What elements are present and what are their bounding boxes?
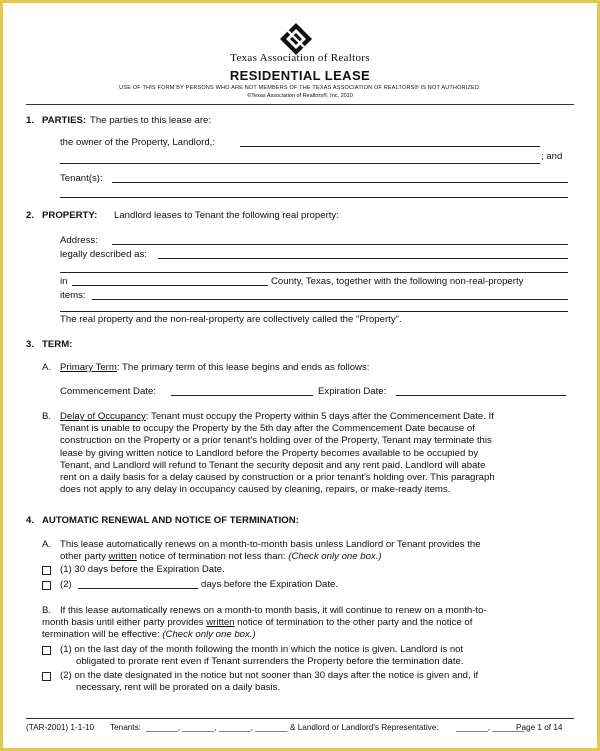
commencement-label: Commencement Date: xyxy=(60,386,156,397)
renewal-a-line2 xyxy=(60,551,382,563)
tenants-initials-label: Tenants: xyxy=(110,723,141,732)
landlord-field[interactable] xyxy=(240,146,540,147)
commencement-date-field[interactable] xyxy=(171,395,313,396)
expiration-date-field[interactable] xyxy=(396,395,566,396)
renewal-a-text: other party xyxy=(60,551,109,562)
delay-line: construction on the Property or a prior tenant's holding over of the Property, Tenant may terminate this xyxy=(60,435,492,447)
renewal-item-a-label: A. xyxy=(42,539,52,550)
address-field[interactable] xyxy=(112,244,568,245)
legal-description-field-line2[interactable] xyxy=(60,272,568,273)
delay-line: does not apply to any delay in occupancy caused by cleaning, repairs, or make-ready items. xyxy=(60,484,451,496)
page-number: Page 1 of 14 xyxy=(516,723,563,732)
delay-line: Tenant, and Landlord will refund to Tenant the security deposit and any rent paid. Landlord will abate xyxy=(60,459,486,471)
option-30-days-label: (1) 30 days before the Expiration Date. xyxy=(60,564,225,575)
items-field-line2[interactable] xyxy=(60,311,568,312)
renewal-b-text: notice of termination to the other party and the notice of xyxy=(234,617,473,628)
in-label: in xyxy=(60,276,68,287)
renewal-b-check-hint: (Check only one box.) xyxy=(162,629,256,640)
county-field[interactable] xyxy=(72,285,268,286)
parties-intro: The parties to this lease are: xyxy=(90,115,212,126)
option-30-days-checkbox[interactable] xyxy=(42,566,51,575)
delay-of-occupancy-paragraph xyxy=(60,411,568,496)
renewal-a-line1: This lease automatically renews on a month-to-month basis unless Landlord or Tenant provides the xyxy=(60,539,481,550)
delay-line: Tenant is unable to occupy the Property by the 5th day after the Commencement Date because of xyxy=(60,423,475,435)
section-number: 2. xyxy=(26,210,35,221)
renewal-b-line3 xyxy=(42,629,256,641)
renewal-b-line2 xyxy=(42,617,472,629)
custom-days-field[interactable] xyxy=(78,588,198,589)
organization-name: Texas Association of Realtors xyxy=(230,52,370,64)
term-item-b-label: B. xyxy=(42,411,52,422)
legal-description-label: legally described as: xyxy=(60,249,147,260)
renewal-b-written: written xyxy=(206,617,235,628)
property-collective-text: The real property and the non-real-property are collectively called the "Property". xyxy=(60,314,402,325)
tenants-initials-blanks[interactable]: _______, _______, _______, _______ xyxy=(146,723,288,732)
footer-divider xyxy=(26,718,574,719)
landlord-initials-blanks[interactable]: _______, _______ xyxy=(456,723,525,732)
option-custom-days-label: days before the Expiration Date. xyxy=(201,579,339,590)
expiration-label: Expiration Date: xyxy=(318,386,387,397)
primary-term-title: Primary Term xyxy=(60,362,117,373)
legal-description-field[interactable] xyxy=(158,258,568,259)
section-number: 3. xyxy=(26,339,35,350)
section-number: 4. xyxy=(26,515,35,526)
delay-line: rent on a daily basis for a delay caused by construction or a prior tenant's holding over. This paragraph xyxy=(60,472,495,484)
tenant-label: Tenant(s): xyxy=(60,173,103,184)
primary-term-text xyxy=(60,362,369,374)
section-heading-term: TERM: xyxy=(42,339,73,350)
delay-line: : Tenant must occupy the Property within 5 days after the Commencement Date. If xyxy=(145,411,494,422)
primary-term-description: : The primary term of this lease begins and ends as follows: xyxy=(116,362,370,373)
property-intro: Landlord leases to Tenant the following real property: xyxy=(114,210,339,221)
copyright-notice: ©Texas Association of Realtors®, Inc. 2010 xyxy=(247,93,353,99)
option-custom-days-number: (2) xyxy=(60,579,72,590)
term-item-a-label: A. xyxy=(42,362,52,373)
option-designated-date-line1: (2) on the date designated in the notice but not sooner than 30 days after the notice is given and, if xyxy=(60,670,479,681)
address-label: Address: xyxy=(60,235,98,246)
renewal-b-text: month basis until either party provides xyxy=(42,617,207,628)
tenant-field[interactable] xyxy=(112,182,568,183)
renewal-a-check-hint: (Check only one box.) xyxy=(288,551,382,562)
option-end-of-month-line2: obligated to prorate rent even if Tenant surrenders the Property before the termination date. xyxy=(76,656,464,667)
landlord-field-line2[interactable] xyxy=(60,163,540,164)
header-divider xyxy=(26,104,574,105)
renewal-a-text: notice of termination not less than: xyxy=(136,551,289,562)
section-heading-renewal: AUTOMATIC RENEWAL AND NOTICE OF TERMINATION: xyxy=(42,515,299,526)
section-heading-parties: PARTIES: xyxy=(42,115,87,126)
and-text: ; and xyxy=(541,151,563,162)
tenant-field-line2[interactable] xyxy=(60,197,568,198)
usage-notice: USE OF THIS FORM BY PERSONS WHO ARE NOT MEMBERS OF THE TEXAS ASSOCIATION OF REALTORS® IS NOT AUTHORIZED. xyxy=(119,85,481,91)
option-end-of-month-checkbox[interactable] xyxy=(42,646,51,655)
option-end-of-month-line1: (1) on the last day of the month following the month in which the notice is given. Landlord is not xyxy=(60,644,464,655)
option-designated-date-checkbox[interactable] xyxy=(42,672,51,681)
renewal-a-written: written xyxy=(108,551,137,562)
renewal-item-b-label: B. xyxy=(42,605,52,616)
option-custom-days-checkbox[interactable] xyxy=(42,581,51,590)
document-title: RESIDENTIAL LEASE xyxy=(229,68,371,83)
realtors-logo-icon xyxy=(279,22,313,56)
section-number: 1. xyxy=(26,115,35,126)
form-id: (TAR-2001) 1-1-10 xyxy=(26,723,95,732)
items-field[interactable] xyxy=(92,299,568,300)
renewal-b-text: termination will be effective: xyxy=(42,629,163,640)
landlord-initials-label: & Landlord or Landlord's Representative: xyxy=(290,723,439,732)
option-designated-date-line2: necessary, rent will be prorated on a daily basis. xyxy=(76,682,281,693)
delay-line: lease by giving written notice to Landlord before the Property becomes available to be occupied by xyxy=(60,447,479,459)
county-text: County, Texas, together with the following non-real-property xyxy=(271,276,524,287)
delay-title: Delay of Occupancy xyxy=(60,411,146,422)
items-label: items: xyxy=(60,290,86,301)
renewal-b-line1: If this lease automatically renews on a month-to month basis, it will continue to renew on a month-to- xyxy=(60,605,487,616)
landlord-label: the owner of the Property, Landlord,: xyxy=(60,137,216,148)
section-heading-property: PROPERTY: xyxy=(42,210,98,221)
